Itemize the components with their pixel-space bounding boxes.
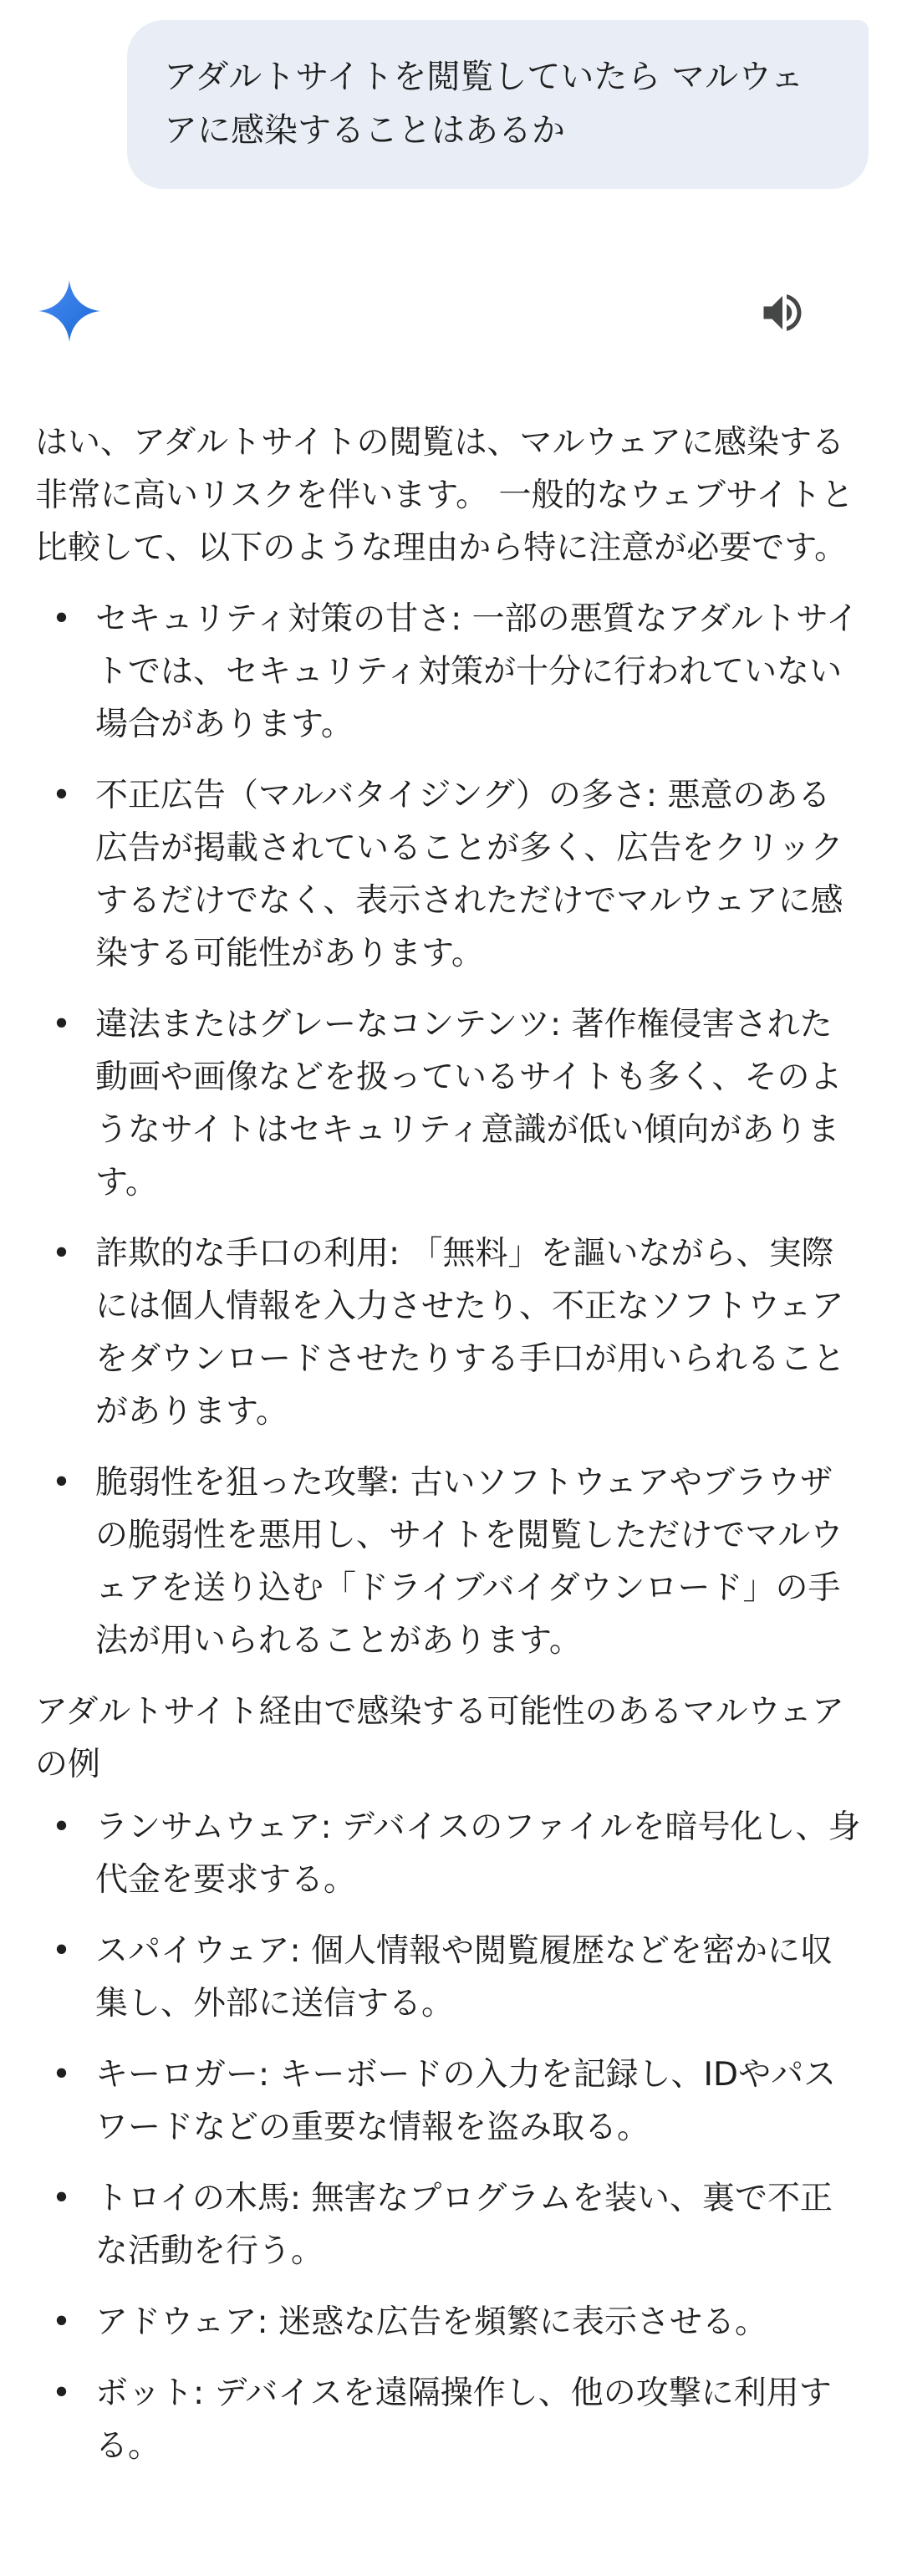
list-item-text: アドウェア: 迷惑な広告を頻繁に表示させる。 [95, 2303, 767, 2341]
bullet-marker: • [52, 1464, 72, 1502]
sparkle-icon [38, 280, 100, 342]
bullet-marker: • [52, 1235, 72, 1273]
response-intro: はい、アダルトサイトの閲覧は、マルウェアに感染する非常に高いリスクを伴います。 一般的なウェブサイトと比較して、以下のような理由から特に注意が必要です。 [35, 424, 854, 567]
list-item [35, 998, 863, 1209]
bullet-marker: • [52, 1932, 72, 1970]
list-item-text: 脆弱性を狙った攻撃: 古いソフトウェアやブラウザの脆弱性を悪用し、サイトを閲覧しただけでマルウェアを送り込む「ドライブバイダウンロード」の手法が用いられることがあります。 [95, 1464, 843, 1660]
list-item [35, 1456, 863, 1667]
list-item-text: ボット: デバイスを遠隔操作し、他の攻撃に利用する。 [95, 2375, 832, 2465]
examples-list [35, 1801, 863, 2472]
list-item [35, 2296, 863, 2349]
bullet-marker: • [52, 1006, 72, 1043]
user-prompt-text: アダルトサイトを閲覧していたら マルウェアに感染することはあるか [164, 58, 804, 150]
list-item-text: 詐欺的な手口の利用: 「無料」を謳いながら、実際には個人情報を入力させたり、不正なソフトウェアをダウンロードさせたりする手口が用いられることがあります。 [95, 1235, 846, 1431]
list-item [35, 2172, 863, 2278]
list-item-text: スパイウェア: 個人情報や閲覧履歴などを密かに収集し、外部に送信する。 [95, 1932, 833, 2023]
bullet-marker: • [52, 600, 72, 638]
list-item [35, 1227, 863, 1438]
reasons-list [35, 593, 863, 1667]
user-prompt-bubble [127, 20, 869, 189]
list-item-text: トロイの木馬: 無害なプログラムを装い、裏で不正な活動を行う。 [95, 2180, 833, 2270]
list-item-text: 違法またはグレーなコンテンツ: 著作権侵害された動画や画像などを扱っているサイトも多く、そのようなサイトはセキュリティ意識が低い傾向があります。 [95, 1006, 843, 1201]
bullet-marker: • [52, 1808, 72, 1846]
list-item-text: 不正広告（マルバタイジング）の多さ: 悪意のある広告が掲載されていることが多く、広告をクリックするだけでなく、表示されただけでマルウェアに感染する可能性があります。 [95, 777, 843, 972]
list-item-text: ランサムウェア: デバイスのファイルを暗号化し、身代金を要求する。 [95, 1808, 861, 1899]
list-item [35, 1925, 863, 2030]
bullet-marker: • [52, 777, 72, 814]
list-item [35, 769, 863, 980]
list-item-text: キーロガー: キーボードの入力を記録し、IDやパスワードなどの重要な情報を盗み取る。 [95, 2056, 837, 2146]
list-item [35, 593, 863, 751]
list-item [35, 2048, 863, 2154]
bullet-marker: • [52, 2180, 72, 2217]
bullet-marker: • [52, 2056, 72, 2094]
list-item [35, 2367, 863, 2472]
examples-heading: アダルトサイト経由で感染する可能性のあるマルウェアの例 [35, 1693, 844, 1783]
list-item [35, 1801, 863, 1906]
response-body [35, 416, 863, 2491]
speaker-icon[interactable] [757, 288, 808, 338]
bullet-marker: • [52, 2303, 72, 2341]
list-item-text: セキュリティ対策の甘さ: 一部の悪質なアダルトサイトでは、セキュリティ対策が十分に行われていない場合があります。 [95, 600, 859, 743]
response-header [0, 276, 902, 351]
bullet-marker: • [52, 2375, 72, 2412]
